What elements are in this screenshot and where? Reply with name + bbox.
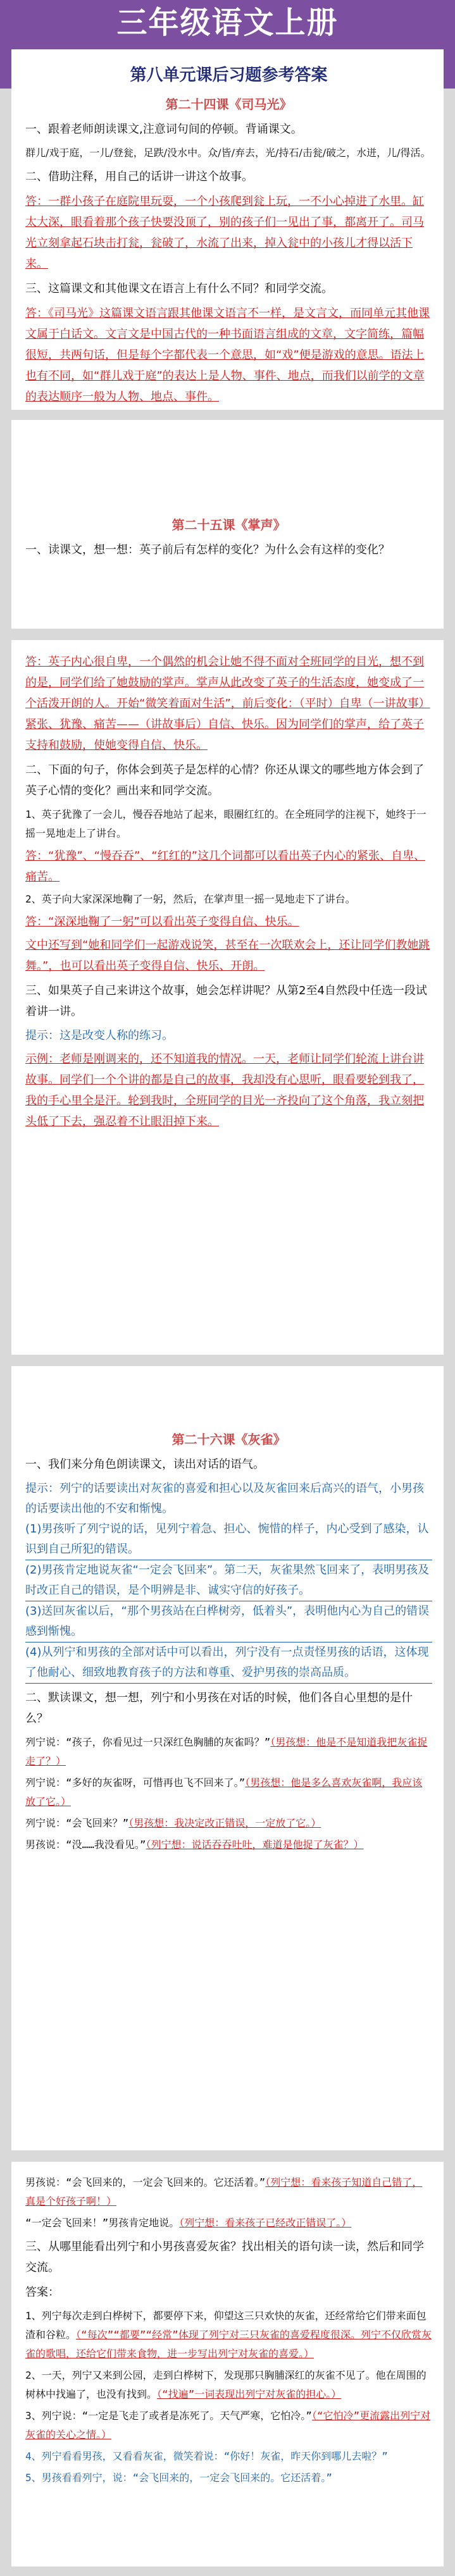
card-lesson-26 bbox=[11, 1366, 444, 2150]
page-subtitle: 第八单元课后习题参考答案 bbox=[130, 66, 328, 85]
l25-question-3: 三、如果英子自己来讲这个故事，她会怎样讲呢？从第2至4自然段中任选一段试着讲一讲。 bbox=[25, 984, 427, 1018]
l24-answer-3: 答：《司马光》这篇课文语言跟其他课文语言不一样，是文言文，而同单元其他课文属于白话文。文言文是中国古代的一种书面语言组成的文章，文字简练，篇幅很短，共两句话，但是每个字都代表一个意思，如“戏”便是游戏的意思。语法上也有不同，如“群儿戏于庭”的表达上是人物、事件、地点，而我们以前学的文章的表达顺序一般为人物、地点、事件。 bbox=[25, 307, 430, 404]
l26-tip-3: (3)送回灰雀以后，“那个男孩站在白桦树旁，低着头”，表明他内心为自己的错误感到惭愧。 bbox=[25, 1601, 432, 1642]
lesson-25-title: 第二十五课《掌声》 bbox=[171, 517, 286, 533]
l26-tip-1: (1)男孩听了列宁说的话，见列宁着急、担心、惋惜的样子，内心受到了感染，认识到自己所犯的错误。 bbox=[25, 1519, 432, 1560]
l24-question-1: 一、跟着老师朗读课文,注意词句间的停顿。背诵课文。 bbox=[25, 123, 302, 136]
card-lesson-26-cont bbox=[11, 2162, 444, 2567]
l26-example-1: 1、列宁每次走到白桦树下，都要停下来，仰望这三只欢快的灰雀，还经常给它们带来面包渣和谷粒。（“每次”“都要”“经常”体现了列宁对三只灰雀的喜爱程度很深。列宁不仅欣赏灰雀的歌唱，还给它们带来食物，进一步写出列宁对灰雀的喜爱。） bbox=[25, 2310, 432, 2360]
page-title: 三年级语文上册 bbox=[116, 5, 339, 40]
l25-sentence-1: 1、英子犹豫了一会儿，慢吞吞地站了起来，眼圈红红的。在全班同学的注视下，她终于一摇一晃地走上了讲台。 bbox=[25, 808, 427, 839]
card-lesson-24 bbox=[11, 49, 444, 410]
l26-dialogue-3: 列宁说：“会飞回来？”（男孩想：我决定改正错误，一定放了它。） bbox=[25, 1817, 321, 1829]
l26-dialogue-1: 列宁说：“孩子，你看见过一只深红色胸脯的灰雀吗？”（男孩想：他是不是知道我把灰雀捉走了？） bbox=[25, 1736, 428, 1767]
l26-tip-4: (4)从列宁和男孩的全部对话中可以看出，列宁没有一点责怪男孩的话语，这体现了他耐心、细致地教育孩子的方法和尊重、爱护男孩的崇高品质。 bbox=[25, 1642, 432, 1684]
l26-example-5: 5、男孩看看列宁，说：“会飞回来的，一定会飞回来的。它还活着。” bbox=[25, 2472, 332, 2484]
l24-question-2: 二、借助注释，用自己的话讲一讲这个故事。 bbox=[25, 170, 253, 183]
lesson-26-title: 第二十六课《灰雀》 bbox=[171, 1432, 286, 1447]
l26-example-3: 3、列宁说：“一定是飞走了或者是冻死了。天气严寒，它怕冷。”（“它怕冷”更流露出列宁对灰雀的关心之情。） bbox=[25, 2410, 431, 2441]
l25-sentence-2: 2、英子向大家深深地鞠了一躬，然后，在掌声里一摇一晃地走下了讲台。 bbox=[25, 893, 356, 905]
l26-question-1: 一、我们来分角色朗读课文，读出对话的语气。 bbox=[25, 1458, 265, 1471]
l24-question-3: 三、这篇课文和其他课文在语言上有什么不同？和同学交流。 bbox=[25, 282, 333, 295]
l26-dialogue-4: 男孩说：“没……我没看见。”（列宁想：说话吞吞吐吐，难道是他捉了灰雀？） bbox=[25, 1839, 364, 1851]
l26-tip: 提示：列宁的话要读出对灰雀的喜爱和担心以及灰雀回来后高兴的语气，小男孩的话要读出他的不安和惭愧。 bbox=[25, 1482, 424, 1515]
l25-sentence-1-answer: 答：“犹豫”、“慢吞吞”、“红红的”这几个词都可以看出英子内心的紧张、自卑、痛苦。 bbox=[25, 849, 425, 884]
l24-text-pauses: 群儿/戏于庭，一儿/登瓮，足跌/没水中。众/皆/弃去，光/持石/击瓮/破之，水迸，儿/得活。 bbox=[25, 147, 431, 159]
l26-answer-label: 答案： bbox=[25, 2286, 59, 2299]
l25-example: 示例：老师是刚调来的，还不知道我的情况。一天，老师让同学们轮流上讲台讲故事。同学们一个个讲的都是自己的故事，我却没有心思听，眼看要轮到我了，我的手心里全是汗。轮到我时，全班同学的目光一齐投向了这个角落，我立刻把头低了下去，强忍着不让眼泪掉下来。 bbox=[25, 1052, 424, 1128]
lesson-24-title: 第二十四课《司马光》 bbox=[165, 97, 292, 112]
card-lesson-25-body bbox=[11, 640, 444, 1355]
l26-example-4: 4、列宁看看男孩，又看看灰雀，微笑着说：“你好！灰雀，昨天你到哪儿去啦？” bbox=[25, 2450, 388, 2462]
l26-tip-2: (2)男孩肯定地说灰雀“一定会飞回来”。第二天，灰雀果然飞回来了，表明男孩及时改正自己的错误，是个明辨是非、诚实守信的好孩子。 bbox=[25, 1560, 432, 1601]
l26-dialogue-6: “一定会飞回来！”男孩肯定地说。（列宁想：看来孩子已经改正错误了。） bbox=[25, 2217, 352, 2229]
l25-sentence-2-extra: 文中还写到“她和同学们一起游戏说笑，甚至在一次联欢会上，还让同学们教她跳舞。”，也可以看出英子变得自信、快乐、开朗。 bbox=[25, 939, 430, 973]
l24-answer-2: 答：一群小孩子在庭院里玩耍，一个小孩爬到瓮上玩，一不小心掉进了水里。缸太大深，眼看着那个孩子快要没顶了，别的孩子们一见出了事，都离开了。司马光立刻拿起石块击打瓮，瓮破了，水流了出来，掉入瓮中的小孩儿才得以活下来。 bbox=[25, 195, 424, 271]
l26-dialogue-5: 男孩说：“会飞回来的，一定会飞回来的。它还活着。”（列宁想：看来孩子知道自己错了，真是个好孩子啊！） bbox=[25, 2176, 423, 2207]
l25-sentence-2-answer: 答：“深深地鞠了一躬”可以看出英子变得自信、快乐。 bbox=[25, 915, 299, 928]
l25-tip: 提示：这是改变人称的练习。 bbox=[25, 1029, 173, 1042]
l26-question-2: 二、默读课文，想一想，列宁和小男孩在对话的时候，他们各自心里想的是什么？ bbox=[25, 1691, 413, 1725]
l26-dialogue-2: 列宁说：“多好的灰雀呀，可惜再也飞不回来了。”（男孩想：他是多么喜欢灰雀啊，我应该放了它。） bbox=[25, 1777, 423, 1808]
l25-answer-1: 答：英子内心很自卑，一个偶然的机会让她不得不面对全班同学的目光，想不到的是，同学们给了她鼓励的掌声。掌声从此改变了英子的生活态度，她变成了一个活泼开朗的人。开始“微笑着面对生活”，前后变化：（平时）自卑（一讲故事）紧张、犹豫、痛苦——（讲故事后）自信、快乐。因为同学们的掌声，给了英子支持和鼓励，使她变得自信、快乐。 bbox=[25, 655, 430, 752]
l26-example-2: 2、一天，列宁又来到公园，走到白桦树下，发现那只胸脯深红的灰雀不见了。他在周围的树林中找遍了，也没有找到。（“找遍”一词表现出列宁对灰雀的担心。） bbox=[25, 2369, 427, 2400]
l25-question-1: 一、读课文，想一想：英子前后有怎样的变化？为什么会有这样的变化？ bbox=[25, 543, 390, 557]
l25-question-2: 二、下面的句子，你体会到英子是怎样的心情？你还从课文的哪些地方体会到了英子心情的变化？画出来和同学交流。 bbox=[25, 763, 424, 798]
l26-question-3: 三、从哪里能看出列宁和小男孩喜爱灰雀？找出相关的语句读一读，然后和同学交流。 bbox=[25, 2240, 424, 2274]
card-lesson-25-head bbox=[11, 420, 444, 629]
